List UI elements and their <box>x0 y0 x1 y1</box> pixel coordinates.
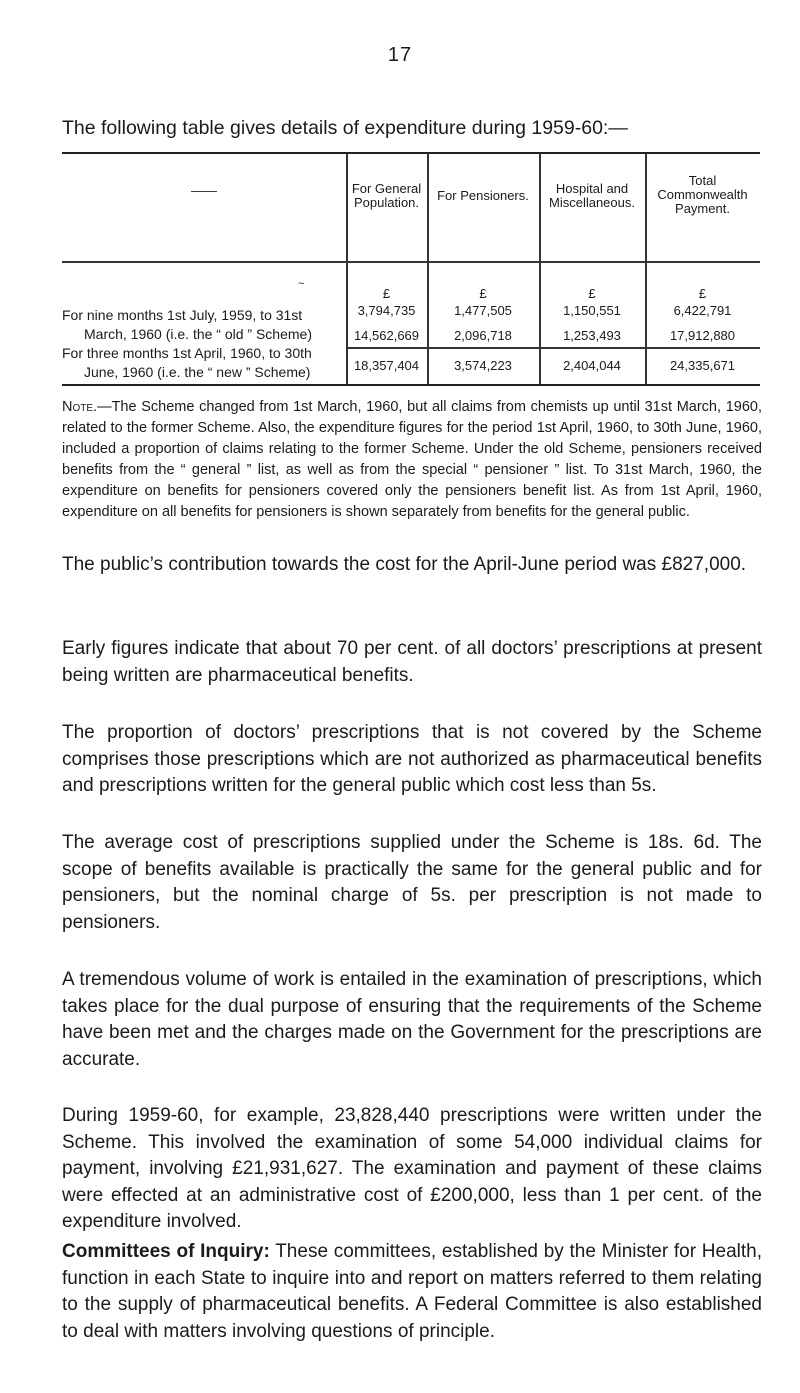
total-cell: 3,574,223 <box>454 358 512 373</box>
stray-mark: ~ <box>298 278 305 290</box>
totals-rule <box>346 347 760 349</box>
paragraph: During 1959-60, for example, 23,828,440 prescriptions were written under the Scheme. This involved the examination of some 54,000 individual claims for payment, involving £21,931,627. The examination and payment of these claims were effected at an administrative cost of £200,000, less than 1 per cent. of the expenditure involved. <box>62 1105 762 1232</box>
row-label-line: For three months 1st April, 1960, to 30th <box>62 345 312 361</box>
row-label-line: March, 1960 (i.e. the “ old ” Scheme) <box>84 326 312 342</box>
paragraph: The public’s contribution towards the cost for the April-June period was £827,000. <box>62 554 747 575</box>
header-hospital: Hospital and Miscellaneous. <box>549 181 635 210</box>
note-label: Note. <box>62 399 98 415</box>
committees-heading: Committees of Inquiry: <box>62 1241 270 1262</box>
table-cell: 17,912,880 <box>669 328 736 343</box>
note-text: —The Scheme changed from 1st March, 1960, but all claims from chemists up until 31st March, 1960, related to the former Scheme. Also, the expenditure figures for the period 1st April, 1960, to 30th June, 1960, included a proportion of claims relating to the former Scheme. Under the old Scheme, pensioners received benefits from the “ general ” list, as well as from the special “ pensioner ” list. To 31st March, 1960, the expenditure on benefits for pensioners covered only the pensioners benefit list. As from 1st April, 1960, expenditure on all benefits for pensioners is shown separately from benefits for the general public. <box>62 399 762 520</box>
currency-mark: £ <box>588 286 596 301</box>
table-cell: 2,096,718 <box>454 328 512 343</box>
table-cell: 6,422,791 <box>673 303 732 318</box>
row-label <box>62 306 342 344</box>
committees-paragraph <box>62 1239 762 1345</box>
expenditure-table <box>62 152 760 386</box>
table-cell: 3,794,735 <box>357 303 416 318</box>
table-cell: 1,477,505 <box>454 303 512 318</box>
committees-text: These committees, established by the Minister for Health, function in each State to inquire into and report on matters referred to them relating to the supply of pharmaceutical benefits. A Federal Committee is also established to deal with matters involving questions of principle. <box>62 1241 763 1342</box>
total-cell: 18,357,404 <box>353 358 420 373</box>
column-rule <box>346 154 348 276</box>
table-intro: The following table gives details of expenditure during 1959-60:— <box>62 117 628 139</box>
currency-mark: £ <box>382 286 391 301</box>
total-cell: 2,404,044 <box>563 358 621 373</box>
paragraph: The proportion of doctors’ prescriptions that is not covered by the Scheme comprises those prescriptions which are not authorized as pharmaceutical benefits and prescriptions written for the general public which cost less than 5s. <box>62 722 762 796</box>
page-number: 17 <box>387 44 413 66</box>
table-cell: 1,150,551 <box>563 303 621 318</box>
table-note <box>62 397 762 523</box>
header-general-population: For General Population. <box>351 181 422 210</box>
table-cell: 14,562,669 <box>353 328 420 343</box>
total-cell: 24,335,671 <box>669 358 736 373</box>
row-label-line: For nine months 1st July, 1959, to 31st <box>62 307 303 323</box>
row-label <box>62 344 342 382</box>
paragraph: Early figures indicate that about 70 per cent. of all doctors’ prescriptions at present being written are pharmaceutical benefits. <box>62 638 762 686</box>
paragraph: A tremendous volume of work is entailed in the examination of prescriptions, which takes place for the dual purpose of ensuring that the requirements of the Scheme have been met and the charges made on the Government for the prescriptions are accurate. <box>62 969 762 1070</box>
row-label-line: June, 1960 (i.e. the “ new ” Scheme) <box>84 364 311 380</box>
table-cell: 1,253,493 <box>563 328 621 343</box>
paragraph: The average cost of prescriptions supplied under the Scheme is 18s. 6d. The scope of benefits available is practically the same for the general public and for pensioners, but the nominal charge of 5s. per prescription is not made to pensioners. <box>62 832 762 933</box>
header-total: Total Commonwealth Payment. <box>657 173 748 216</box>
currency-mark: £ <box>479 286 487 301</box>
header-rule <box>62 261 760 263</box>
header-pensioners: For Pensioners. <box>437 188 529 203</box>
currency-mark: £ <box>698 286 707 301</box>
header-description: —— <box>191 183 217 198</box>
